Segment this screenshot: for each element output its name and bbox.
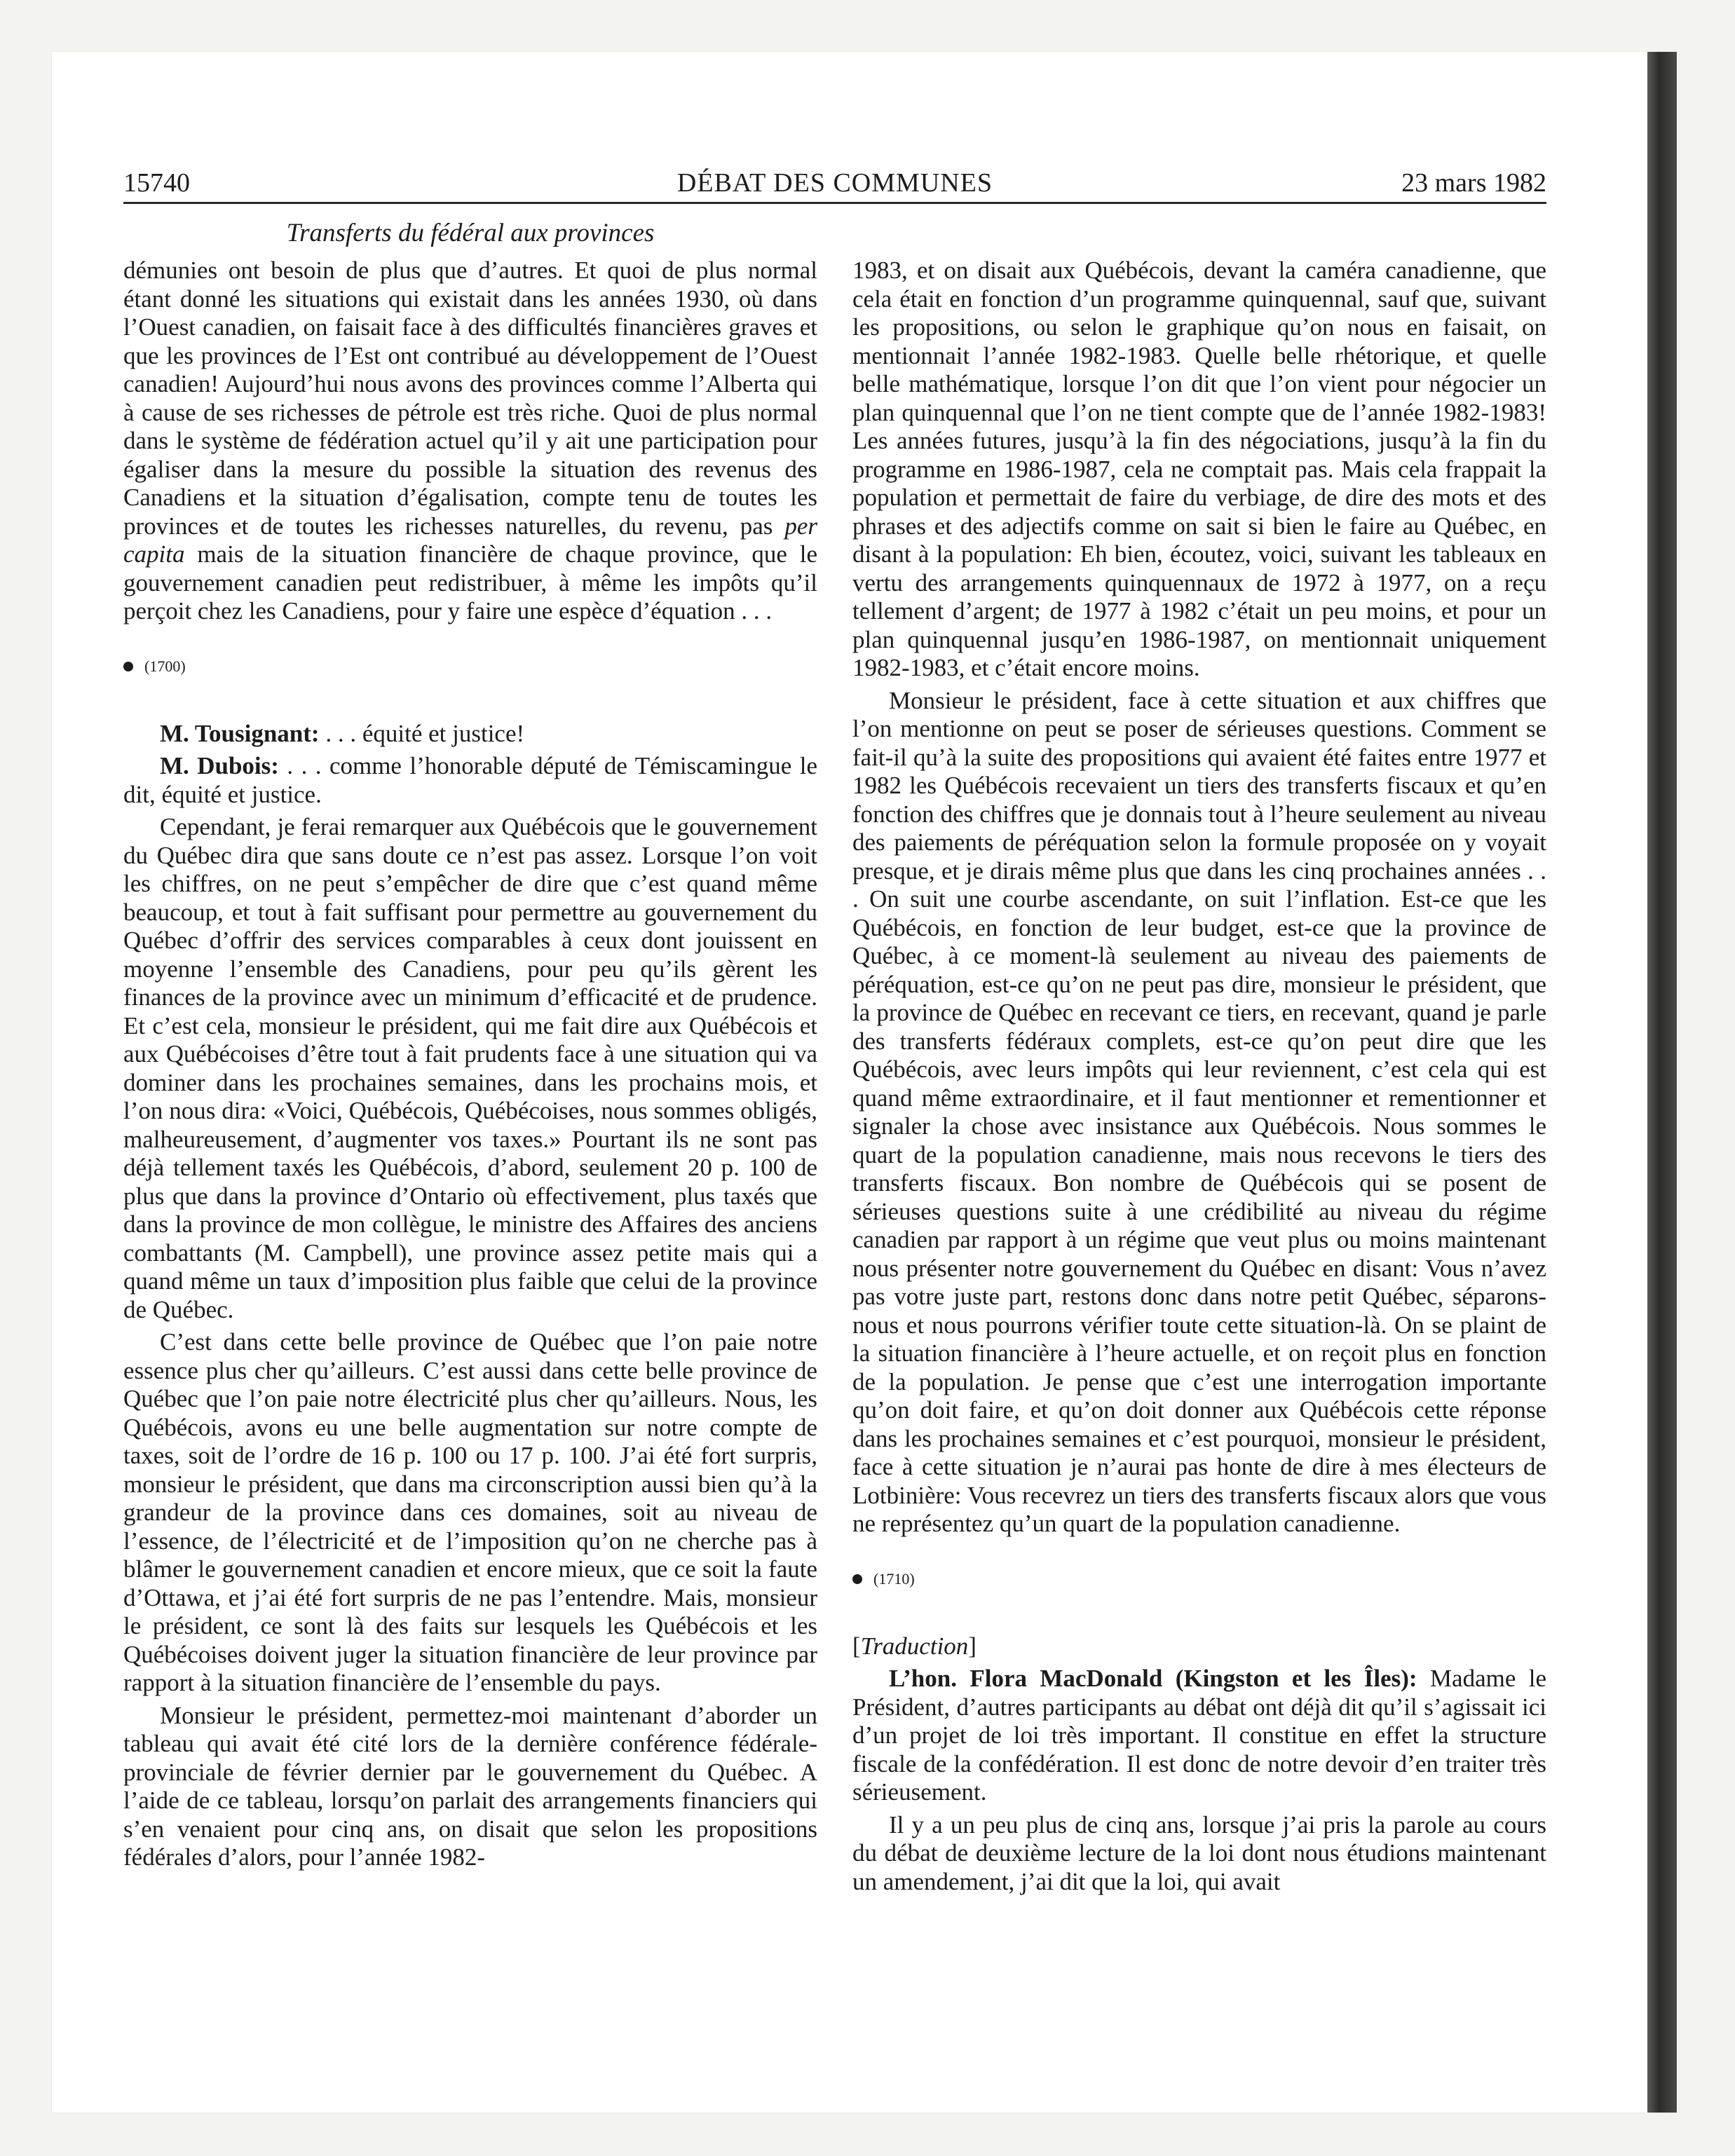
- translation-label: Traduction: [860, 1632, 969, 1660]
- paragraph: [123, 257, 817, 626]
- paragraph-text: mais de la situation financière de chaque province, que le gouvernement canadien peut redistribuer, à même les impôts qu’il perçoit chez les Canadiens, pour y faire une espèce d’équation . . .: [123, 540, 817, 625]
- right-column: [852, 257, 1546, 1896]
- paragraph-text: démunies ont besoin de plus que d’autres. Et quoi de plus normal étant donné les situations qui existait dans les années 1930, où dans l’Ouest canadien, on faisait face à des difficultés financières graves et que les provinces de l’Est ont contribué au développement de l’Ouest canadien! Aujourd’hui nous avons des provinces comme l’Alberta qui à cause de ses richesses de pétrole est très riche. Quoi de plus normal dans le système de fédération actuel qu’il y ait une participation pour égaliser dans la mesure du possible la situation des revenus des Canadiens et la situation d’égalisation, compte tenu de toutes les provinces et de toutes les richesses naturelles, du revenu, pas: [123, 257, 817, 540]
- translation-note: [Traduction]: [852, 1632, 977, 1660]
- bullet-icon: [123, 662, 133, 671]
- paragraph: Il y a un peu plus de cinq ans, lorsque j’ai pris la parole au cours du débat de deuxième lecture de la loi dont nous étudions maintenant un amendement, j’ai dit que la loi, qui avait: [852, 1810, 1546, 1895]
- time-marker-label: (1700): [144, 657, 186, 675]
- paragraph: Monsieur le président, face à cette situation et aux chiffres que l’on mentionne on peut se poser de sérieuses questions. Comment se fait-il qu’à la suite des propositions qui avaient été faites entre 1977 et 1982 les Québécois recevaient un tiers des transferts fiscaux et qu’en fonction des chiffres que je donnais tout à l’heure seulement au niveau des paiements de péréquation selon la formule proposée on y voyait presque, et je dirais même plus que dans les cinq prochaines années . . . On suit une courbe ascendante, on suit l’inflation. Est-ce que les Québécois, en fonction de leur budget, est-ce que la province de Québec, à ce moment-là seulement au niveau des paiements de péréquation, est-ce qu’on ne peut pas dire, monsieur le président, que la province de Québec en recevant ce tiers, en recevant, quand je parle des transferts fédéraux complets, est-ce qu’on peut dire que les Québécois, avec leurs impôts qui leur reviennent, c’est cela qui est quand même extraordinaire, et il faut mentionner et rementionner et signaler la chose avec insistance aux Québécois. Nous sommes le quart de la population canadienne, mais nous recevons le tiers des transferts fiscaux. Bon nombre de Québécois qui se posent de sérieuses questions suite à une crédibilité au niveau du régime canadien par rapport à un régime que veut plus ou moins maintenant nous présenter notre gouvernement du Québec en disant: Vous n’avez pas votre juste part, restons donc dans notre petit Québec, séparons-nous et nous pourrons vérifier toute cette situation-là. On se plaint de la situation financière à l’heure actuelle, et on reçoit plus en fonction de la population. Je pense que c’est une interrogation importante qu’on doit faire, et qu’on doit donner aux Québécois cette réponse dans les prochaines semaines et c’est pourquoi, monsieur le président, face à cette situation je n’aurai pas honte de dire à mes électeurs de Lotbinière: Vous recevrez un tiers des transferts fiscaux alors que vous ne représentez qu’un quart de la population canadienne.: [852, 686, 1546, 1537]
- time-marker-label: (1710): [873, 1569, 915, 1588]
- speaker-name: M. Dubois:: [160, 752, 279, 779]
- time-marker: [852, 1565, 1546, 1593]
- speech-paragraph: [852, 1665, 1546, 1807]
- binding-edge: [1647, 52, 1677, 2113]
- speech-text: Madame le Président, d’autres participants au débat ont déjà dit qu’il s’agissait ici d’un projet de loi très important. Il constitue en effet la structure fiscale de la confédération. Il est donc de notre devoir d’en traiter très sérieusement.: [852, 1665, 1547, 1806]
- paragraph: Cependant, je ferai remarquer aux Québécois que le gouvernement du Québec dira que sans doute ce n’est pas assez. Lorsque l’on voit les chiffres, on ne peut s’empêcher de dire que c’est quand même beaucoup, et tout à fait suffisant pour permettre au gouvernement du Québec d’offrir des services comparables à ceux dont jouissent en moyenne l’ensemble des Canadiens, pour peu qu’ils gèrent les finances de la province avec un minimum d’efficacité et de prudence. Et c’est cela, monsieur le président, qui me fait dire aux Québécois et aux Québécoises d’être tout à fait prudents face à une situation qui va dominer dans les prochaines semaines, dans les prochains mois, et l’on nous dira: «Voici, Québécois, Québécoises, nous sommes obligés, malheureusement, d’augmenter vos taxes.» Pourtant ils ne sont pas déjà tellement taxés les Québécois, d’abord, seulement 20 p. 100 de plus que dans la province d’Ontario où effectivement, plus taxés que dans la province de mon collègue, le ministre des Affaires des anciens combattants (M. Campbell), une province assez petite mais qui a quand même un taux d’imposition plus faible que celui de la province de Québec.: [123, 813, 817, 1323]
- page-date: 23 mars 1982: [1401, 168, 1546, 198]
- header-rule: [123, 202, 1546, 204]
- bullet-icon: [852, 1574, 862, 1584]
- paragraph: C’est dans cette belle province de Québec que l’on paie notre essence plus cher qu’ailleurs. C’est aussi dans cette belle province de Québec que l’on paie notre électricité plus cher qu’ailleurs. Nous, les Québécois, avons eu une belle augmentation sur notre compte de taxes, soit de l’ordre de 16 p. 100 ou 17 p. 100. J’ai été fort surpris, monsieur le président, que dans ma circonscription aussi bien qu’à la grandeur de la province dans ces domaines, soit au niveau de l’essence, de l’électricité et de l’imposition qu’on ne cherche pas à blâmer le gouvernement canadien et encore mieux, que ce soit la faute d’Ottawa, et j’ai été fort surpris de ne pas l’entendre. Mais, monsieur le président, ce sont là des faits sur lesquels les Québécois et les Québécoises doivent juger la situation financière de leur province par rapport à la situation financière de l’ensemble du pays.: [123, 1328, 817, 1696]
- paragraph: 1983, et on disait aux Québécois, devant la caméra canadienne, que cela était en fonction d’un programme quinquennal, sauf que, suivant les propositions, ou selon le graphique qu’on nous en faisait, on mentionnait l’année 1982-1983. Quelle belle rhétorique, et quelle belle mathématique, lorsque l’on dit que l’on vient pour négocier un plan quinquennal que l’on ne tient compte que de l’année 1982-1983! Les années futures, jusqu’à la fin des négociations, jusqu’à la fin du programme en 1986-1987, cela ne comptait pas. Mais cela frappait la population et permettait de faire du verbiage, de dire des mots et des phrases et des adjectifs comme on sait si bien le faire au Québec, en disant à la population: Eh bien, écoutez, voici, suivant les tableaux en vertu des arrangements quinquennaux de 1972 à 1977, on a reçu tellement d’argent; de 1977 à 1982 c’était un peu moins, et pour un plan quinquennal jusqu’en 1986-1987, on mentionnait uniquement 1982-1983, et c’était encore moins.: [852, 257, 1546, 681]
- running-head: [123, 165, 1546, 200]
- speech-text: . . . équité et justice!: [319, 719, 525, 747]
- publication-title: DÉBAT DES COMMUNES: [676, 168, 993, 198]
- page-number: 15740: [123, 168, 190, 198]
- speech-paragraph: [123, 720, 817, 749]
- speech-text: . . . comme l’honorable député de Témiscamingue le dit, équité et justice.: [123, 752, 817, 808]
- italic-term: per capita: [123, 512, 818, 568]
- speech-paragraph: [123, 752, 817, 809]
- paragraph: Monsieur le président, permettez-moi maintenant d’aborder un tableau qui avait été cité lors de la dernière conférence fédérale-provinciale de février dernier par le gouvernement du Québec. A l’aide de ce tableau, lorsqu’on parlait des arrangements financiers qui s’en venaient pour cinq ans, on disait que selon les propositions fédérales d’alors, pour l’année 1982-: [123, 1701, 817, 1871]
- speaker-name: M. Tousignant:: [160, 719, 320, 747]
- time-marker: [123, 653, 817, 681]
- speaker-name: L’hon. Flora MacDonald (Kingston et les Îles):: [889, 1665, 1417, 1692]
- section-subheading: Transferts du fédéral aux provinces: [286, 219, 655, 247]
- left-column: [123, 257, 817, 1872]
